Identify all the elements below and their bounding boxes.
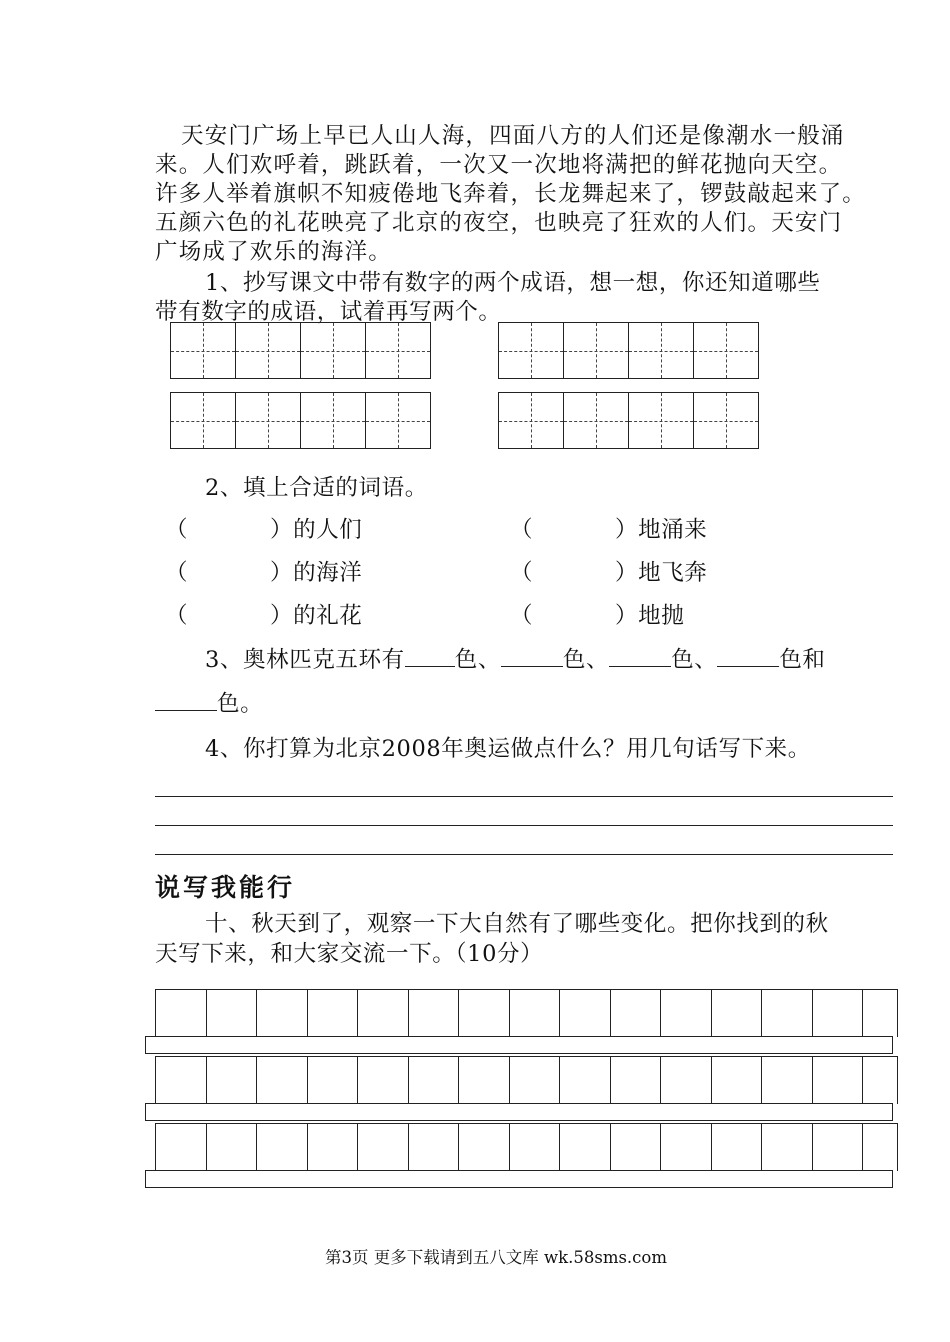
color-blank-1[interactable] [405,646,455,667]
composition-cell[interactable] [510,1057,561,1104]
idiom-box-1[interactable] [170,322,431,379]
question-3-line-1 [205,642,826,674]
question-2-title: 2、填上合适的词语。 [205,475,428,501]
writing-cell[interactable] [629,323,694,378]
composition-cell[interactable] [156,990,207,1037]
composition-cell[interactable] [358,1057,409,1104]
color-label: 色、 [454,647,501,673]
writing-cell[interactable] [499,393,564,448]
composition-gap [145,1036,893,1054]
question-1-line-2: 带有数字的成语，试着再写两个。 [155,299,502,325]
paren-open: （ [165,560,189,586]
question-3-prefix: 3、奥林匹克五环有 [205,647,405,673]
paren-open: （ [165,603,189,629]
composition-cell[interactable] [762,1057,813,1104]
paren-open: （ [510,603,534,629]
writing-cell[interactable] [301,393,366,448]
question-10-line-1: 十、秋天到了，观察一下大自然有了哪些变化。把你找到的秋 [205,911,829,937]
composition-cell[interactable] [308,990,359,1037]
composition-cell[interactable] [358,1124,409,1171]
writing-cell[interactable] [629,393,694,448]
composition-cell[interactable] [308,1057,359,1104]
writing-cell[interactable] [236,323,301,378]
writing-cell[interactable] [366,393,430,448]
composition-cell[interactable] [863,1124,897,1171]
composition-row-2[interactable] [155,1056,898,1104]
composition-cell[interactable] [207,990,258,1037]
writing-cell[interactable] [236,393,301,448]
composition-gap [145,1170,893,1188]
composition-cell[interactable] [661,1124,712,1171]
composition-cell[interactable] [560,1057,611,1104]
composition-cell[interactable] [712,990,763,1037]
composition-cell[interactable] [661,990,712,1037]
color-label-and: 色和 [779,647,826,673]
color-blank-2[interactable] [501,646,563,667]
fill-right-3[interactable]: ）地抛 [615,603,685,629]
passage-line-1: 天安门广场上早已人山人海，四面八方的人们还是像潮水一般涌 [181,123,845,149]
composition-cell[interactable] [207,1057,258,1104]
composition-cell[interactable] [560,990,611,1037]
answer-line[interactable] [155,825,893,826]
fill-left-3[interactable]: ）的礼花 [270,603,363,629]
composition-cell[interactable] [459,1124,510,1171]
color-blank-4[interactable] [717,646,779,667]
composition-cell[interactable] [409,990,460,1037]
composition-cell[interactable] [358,990,409,1037]
composition-cell[interactable] [510,990,561,1037]
idiom-box-2[interactable] [498,322,759,379]
writing-cell[interactable] [499,323,564,378]
composition-cell[interactable] [257,1124,308,1171]
composition-cell[interactable] [510,1124,561,1171]
composition-gap [145,1103,893,1121]
composition-cell[interactable] [409,1057,460,1104]
composition-cell[interactable] [712,1057,763,1104]
question-1-line-1: 1、抄写课文中带有数字的两个成语，想一想，你还知道哪些 [205,270,821,296]
composition-cell[interactable] [813,1057,864,1104]
passage-line-4: 五颜六色的礼花映亮了北京的夜空，也映亮了狂欢的人们。天安门 [155,210,843,236]
fill-left-1[interactable]: ）的人们 [270,517,363,543]
page-footer: 第3页 更多下载请到五八文库 wk.58sms.com [325,1248,667,1267]
composition-row-3[interactable] [155,1123,898,1171]
composition-cell[interactable] [611,1057,662,1104]
composition-cell[interactable] [863,1057,897,1104]
writing-cell[interactable] [301,323,366,378]
composition-cell[interactable] [308,1124,359,1171]
composition-row-1[interactable] [155,989,898,1037]
color-blank-3[interactable] [609,646,671,667]
answer-line[interactable] [155,854,893,855]
composition-cell[interactable] [762,1124,813,1171]
composition-cell[interactable] [207,1124,258,1171]
writing-cell[interactable] [564,323,629,378]
fill-right-2[interactable]: ）地飞奔 [615,560,708,586]
composition-cell[interactable] [459,990,510,1037]
composition-cell[interactable] [863,990,897,1037]
color-label-end: 色。 [217,691,264,717]
idiom-box-4[interactable] [498,392,759,449]
composition-cell[interactable] [560,1124,611,1171]
composition-cell[interactable] [712,1124,763,1171]
question-3-line-2 [155,686,263,718]
passage-line-2: 来。人们欢呼着，跳跃着，一次又一次地将满把的鲜花抛向天空。 [155,152,843,178]
writing-cell[interactable] [694,393,758,448]
composition-cell[interactable] [813,1124,864,1171]
question-4: 4、你打算为北京2008年奥运做点什么？用几句话写下来。 [205,736,811,762]
composition-cell[interactable] [409,1124,460,1171]
fill-right-1[interactable]: ）地涌来 [615,517,708,543]
fill-left-2[interactable]: ）的海洋 [270,560,363,586]
composition-cell[interactable] [611,990,662,1037]
composition-cell[interactable] [156,1057,207,1104]
composition-cell[interactable] [611,1124,662,1171]
passage-line-5: 广场成了欢乐的海洋。 [155,239,393,265]
composition-cell[interactable] [156,1124,207,1171]
writing-cell[interactable] [171,323,236,378]
passage-line-3: 许多人举着旗帜不知疲倦地飞奔着，长龙舞起来了，锣鼓敲起来了。 [155,181,867,207]
color-label: 色、 [671,647,718,673]
writing-cell[interactable] [366,323,430,378]
paren-open: （ [510,560,534,586]
color-label: 色、 [562,647,610,673]
writing-cell[interactable] [564,393,629,448]
composition-cell[interactable] [459,1057,510,1104]
question-10-line-2: 天写下来，和大家交流一下。（10分） [155,941,544,967]
composition-cell[interactable] [762,990,813,1037]
idiom-box-3[interactable] [170,392,431,449]
section-title: 说写我能行 [155,873,296,902]
paren-open: （ [165,517,189,543]
composition-cell[interactable] [661,1057,712,1104]
composition-cell[interactable] [813,990,864,1037]
composition-cell[interactable] [257,990,308,1037]
writing-cell[interactable] [694,323,758,378]
color-blank-5[interactable] [155,690,217,711]
writing-cell[interactable] [171,393,236,448]
composition-cell[interactable] [257,1057,308,1104]
paren-open: （ [510,517,534,543]
answer-line[interactable] [155,796,893,797]
